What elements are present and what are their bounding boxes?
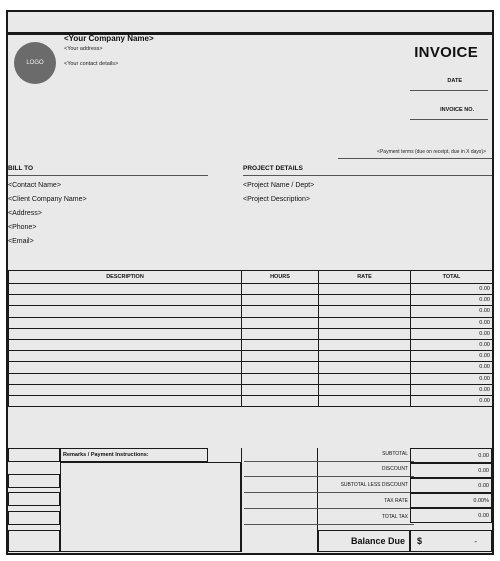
client-address[interactable]: <Address> <box>8 210 42 217</box>
description-cell[interactable] <box>9 384 242 395</box>
client-phone[interactable]: <Phone> <box>8 224 37 231</box>
summary-blank-cell <box>8 448 60 462</box>
company-address[interactable]: <Your address> <box>64 46 103 52</box>
summary-spacer <box>241 448 318 552</box>
summary-blank-cell <box>8 511 60 525</box>
project-name[interactable]: <Project Name / Dept> <box>243 182 315 189</box>
hours-cell[interactable] <box>242 328 319 339</box>
balance-due-value: - <box>474 537 477 546</box>
payment-terms[interactable]: <Payment terms (due on receipt, due in X days)> <box>377 149 486 155</box>
rate-cell[interactable] <box>319 284 411 295</box>
discount-value[interactable]: 0.00 <box>478 468 489 474</box>
company-contact[interactable]: <Your contact details> <box>64 61 119 67</box>
hours-cell[interactable] <box>242 351 319 362</box>
project-rule <box>243 175 492 176</box>
invoice-title: INVOICE <box>414 44 478 61</box>
hours-cell[interactable] <box>242 362 319 373</box>
total-cell: 0.00 <box>411 373 493 384</box>
total-cell: 0.00 <box>411 295 493 306</box>
summary-rule <box>244 492 414 493</box>
hours-cell[interactable] <box>242 306 319 317</box>
description-cell[interactable] <box>9 317 242 328</box>
description-cell[interactable] <box>9 395 242 406</box>
contact-name[interactable]: <Contact Name> <box>8 182 61 189</box>
column-rate: RATE <box>319 271 411 284</box>
tax-rate-label: TAX RATE <box>384 498 408 504</box>
total-cell: 0.00 <box>411 284 493 295</box>
description-cell[interactable] <box>9 306 242 317</box>
rate-cell[interactable] <box>319 373 411 384</box>
description-cell[interactable] <box>9 328 242 339</box>
summary-blank-cell <box>8 474 60 488</box>
table-row[interactable] <box>9 384 493 395</box>
rate-cell[interactable] <box>319 339 411 350</box>
total-cell: 0.00 <box>411 351 493 362</box>
description-cell[interactable] <box>9 284 242 295</box>
table-row[interactable] <box>9 351 493 362</box>
rate-cell[interactable] <box>319 317 411 328</box>
date-label: DATE <box>447 78 462 84</box>
total-tax-value: 0.00 <box>478 513 489 519</box>
description-cell[interactable] <box>9 373 242 384</box>
client-email[interactable]: <Email> <box>8 238 34 245</box>
rate-cell[interactable] <box>319 351 411 362</box>
summary-rule <box>244 524 414 525</box>
column-hours: HOURS <box>242 271 319 284</box>
table-row[interactable] <box>9 328 493 339</box>
summary-section <box>8 448 492 553</box>
total-cell: 0.00 <box>411 306 493 317</box>
rate-cell[interactable] <box>319 306 411 317</box>
project-description[interactable]: <Project Description> <box>243 196 310 203</box>
table-row[interactable] <box>9 295 493 306</box>
rate-cell[interactable] <box>319 328 411 339</box>
subtotal-value: 0.00 <box>478 453 489 459</box>
column-total: TOTAL <box>411 271 493 284</box>
invoice-sheet <box>6 10 494 555</box>
remarks-label: Remarks / Payment Instructions: <box>60 448 208 462</box>
summary-rule <box>244 508 414 509</box>
top-bar <box>8 12 492 35</box>
description-cell[interactable] <box>9 362 242 373</box>
payment-terms-line <box>338 158 492 159</box>
summary-blank-cell <box>8 492 60 506</box>
logo <box>14 42 56 84</box>
hours-cell[interactable] <box>242 317 319 328</box>
tax-rate-value[interactable]: 0.00% <box>473 498 489 504</box>
invoice-no-field[interactable] <box>410 119 488 120</box>
rate-cell[interactable] <box>319 295 411 306</box>
project-heading: PROJECT DETAILS <box>243 165 303 172</box>
description-cell[interactable] <box>9 339 242 350</box>
company-name[interactable]: <Your Company Name> <box>64 34 154 43</box>
summary-blank-cell <box>8 530 60 552</box>
date-field[interactable] <box>410 90 488 91</box>
logo-label: LOGO <box>26 60 44 66</box>
hours-cell[interactable] <box>242 284 319 295</box>
total-cell: 0.00 <box>411 362 493 373</box>
description-cell[interactable] <box>9 351 242 362</box>
bill-to-heading: BILL TO <box>8 165 34 172</box>
hours-cell[interactable] <box>242 395 319 406</box>
total-cell: 0.00 <box>411 328 493 339</box>
hours-cell[interactable] <box>242 373 319 384</box>
rate-cell[interactable] <box>319 362 411 373</box>
summary-rule <box>244 461 414 462</box>
total-cell: 0.00 <box>411 384 493 395</box>
total-cell: 0.00 <box>411 339 493 350</box>
table-row[interactable] <box>9 317 493 328</box>
balance-due-label: Balance Due <box>350 536 405 546</box>
balance-label-cell <box>318 530 410 552</box>
bill-to-rule <box>8 175 208 176</box>
hours-cell[interactable] <box>242 384 319 395</box>
table-row[interactable] <box>9 362 493 373</box>
table-row[interactable] <box>9 339 493 350</box>
table-row[interactable] <box>9 306 493 317</box>
balance-value-cell <box>410 530 492 552</box>
table-row[interactable] <box>9 284 493 295</box>
rate-cell[interactable] <box>319 384 411 395</box>
total-cell: 0.00 <box>411 317 493 328</box>
column-description: DESCRIPTION <box>9 271 242 284</box>
discount-label: DISCOUNT <box>381 466 408 472</box>
line-items-table <box>8 270 493 407</box>
table-row[interactable] <box>9 395 493 406</box>
total-tax-label: TOTAL TAX <box>381 514 408 520</box>
table-row[interactable] <box>9 373 493 384</box>
total-cell: 0.00 <box>411 395 493 406</box>
subtotal-less-discount-label: SUBTOTAL LESS DISCOUNT <box>340 482 408 488</box>
summary-rule <box>244 476 414 477</box>
hours-cell[interactable] <box>242 295 319 306</box>
currency-symbol: $ <box>417 536 423 546</box>
invoice-no-label: INVOICE NO. <box>440 107 474 113</box>
hours-cell[interactable] <box>242 339 319 350</box>
client-company[interactable]: <Client Company Name> <box>8 196 87 203</box>
subtotal-less-discount-value: 0.00 <box>478 483 489 489</box>
remarks-field[interactable] <box>60 462 241 552</box>
description-cell[interactable] <box>9 295 242 306</box>
rate-cell[interactable] <box>319 395 411 406</box>
subtotal-label: SUBTOTAL <box>382 451 408 457</box>
table-header-row <box>9 271 493 284</box>
